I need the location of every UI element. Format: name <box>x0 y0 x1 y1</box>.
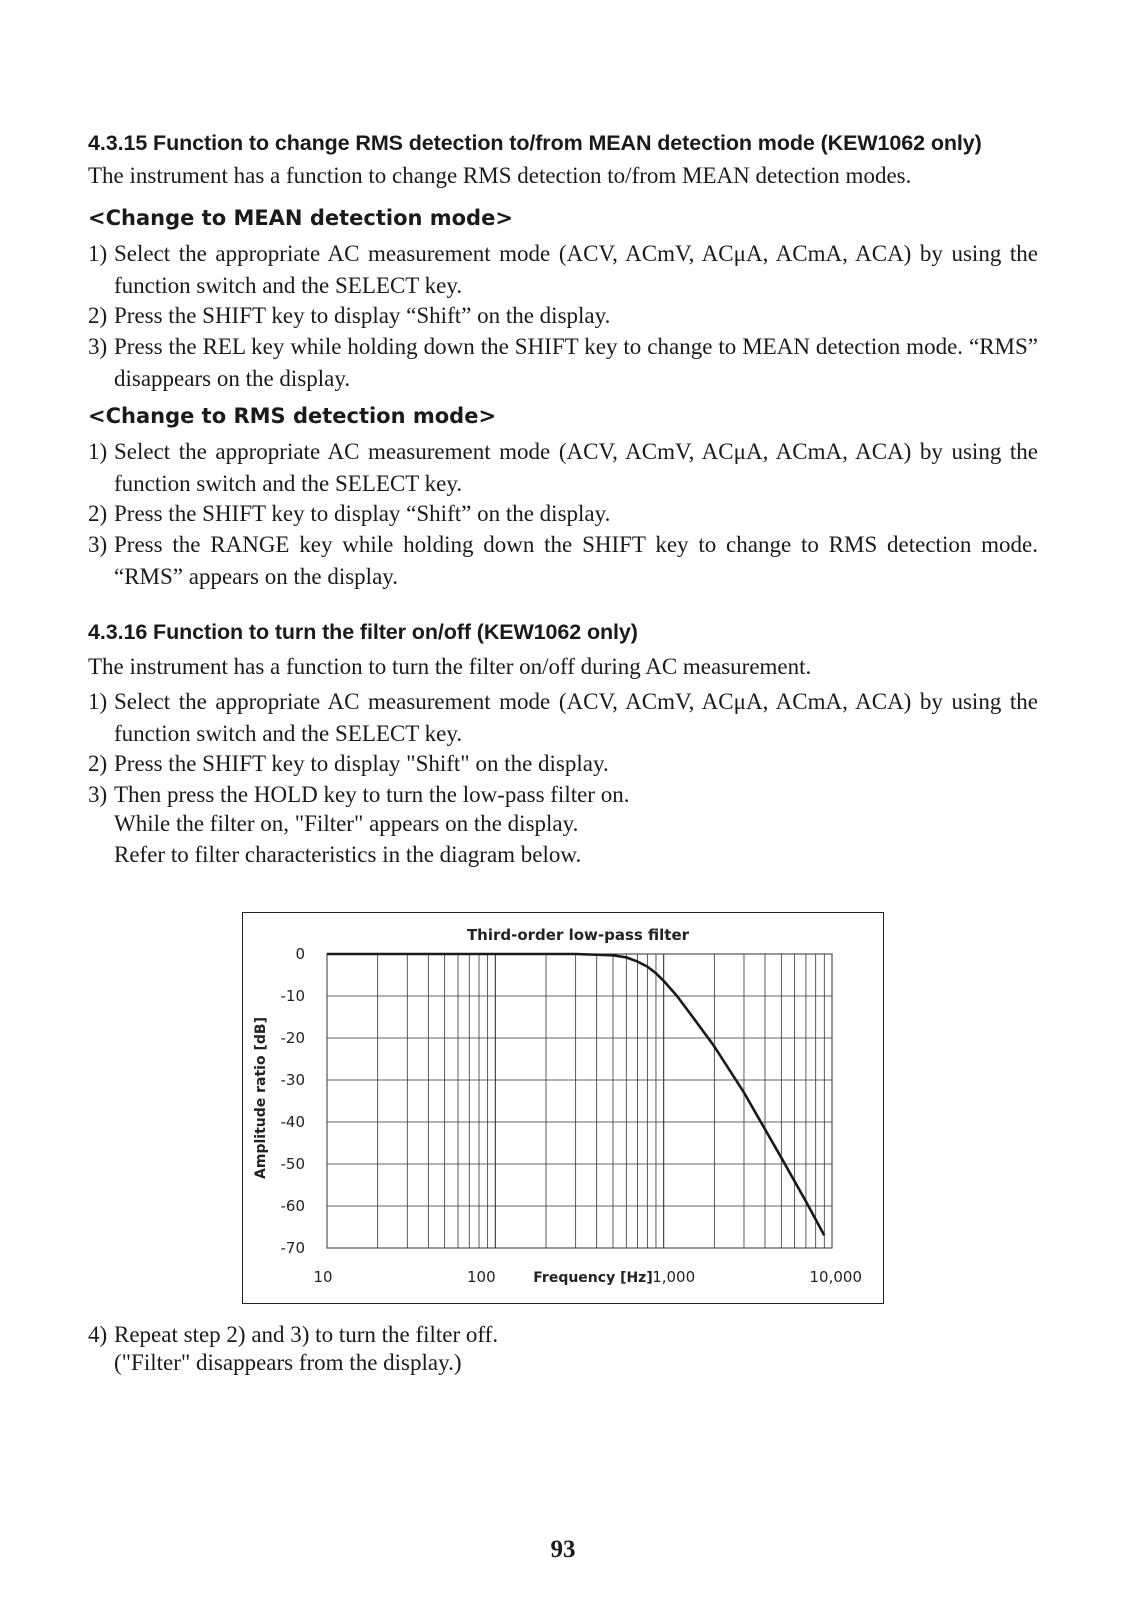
step-text: Press the SHIFT key to display “Shift” on the display. <box>114 501 611 526</box>
step-text: Press the RANGE key while holding down the SHIFT key to change to RMS detection mode. “RMS” appears on the display. <box>114 532 1038 589</box>
step-number: 2) <box>88 303 108 328</box>
filter-step-2 <box>88 748 1038 780</box>
x-axis-label: Frequency [Hz] <box>533 1270 653 1286</box>
mean-step-3 <box>88 331 1038 394</box>
step-number: 2) <box>88 501 108 526</box>
y-tick-label: -50 <box>280 1155 305 1173</box>
step-number: 2) <box>88 751 108 776</box>
page-number: 93 <box>550 1536 576 1563</box>
filter-step-4 <box>88 1319 1038 1351</box>
section-intro-4-3-16: The instrument has a function to turn the filter on/off during AC measurement. <box>88 654 812 679</box>
rms-step-1 <box>88 436 1038 499</box>
step-number: 4) <box>88 1322 108 1347</box>
y-tick-label: -60 <box>280 1197 305 1215</box>
rms-mode-heading: <Change to RMS detection mode> <box>88 404 497 428</box>
filter-step-3 <box>88 779 1038 811</box>
step-text: Press the SHIFT key to display "Shift" on the display. <box>114 751 609 776</box>
rms-step-3 <box>88 529 1038 592</box>
y-tick-label: -70 <box>280 1239 305 1257</box>
y-tick-label: 0 <box>295 945 305 963</box>
filter-step-4-line-2: ("Filter" disappears from the display.) <box>114 1350 462 1375</box>
chart-grid <box>327 954 832 1248</box>
step-text: Then press the HOLD key to turn the low-pass filter on. <box>114 782 630 807</box>
chart-title: Third-order low-pass filter <box>466 926 690 944</box>
section-heading-4-3-16: 4.3.16 Function to turn the filter on/off (KEW1062 only) <box>88 620 638 644</box>
step-number: 1) <box>88 439 108 464</box>
section-intro-4-3-15: The instrument has a function to change RMS detection to/from MEAN detection modes. <box>88 163 912 188</box>
step-number: 3) <box>88 532 108 557</box>
x-tick-label: 100 <box>467 1268 496 1286</box>
filter-characteristics-chart <box>242 912 884 1304</box>
x-tick-label: 1,000 <box>652 1268 696 1286</box>
y-tick-label: -30 <box>280 1071 305 1089</box>
filter-step-3-line-2: While the filter on, "Filter" appears on the display. <box>114 811 579 836</box>
step-text: Press the REL key while holding down the SHIFT key to change to MEAN detection mode. “RMS” disappears on the display. <box>114 334 1038 391</box>
step-number: 1) <box>88 241 108 266</box>
x-tick-label: 10,000 <box>809 1268 862 1286</box>
section-heading-4-3-15: 4.3.15 Function to change RMS detection to/from MEAN detection mode (KEW1062 only) <box>88 131 982 155</box>
filter-step-1 <box>88 686 1038 749</box>
step-text: Press the SHIFT key to display “Shift” on the display. <box>114 303 611 328</box>
x-tick-label: 10 <box>313 1268 333 1286</box>
plot-area-frame <box>327 954 832 1248</box>
y-tick-label: -20 <box>280 1029 305 1047</box>
rms-step-2 <box>88 498 1038 530</box>
step-text: Repeat step 2) and 3) to turn the filter off. <box>114 1322 499 1347</box>
step-number: 3) <box>88 334 108 359</box>
step-number: 1) <box>88 689 108 714</box>
y-tick-label: -40 <box>280 1113 305 1131</box>
filter-step-3-line-3: Refer to filter characteristics in the diagram below. <box>114 842 582 867</box>
step-text: Select the appropriate AC measurement mode (ACV, ACmV, ACμA, ACmA, ACA) by using the function switch and the SELECT key. <box>114 241 1038 298</box>
y-axis-label: Amplitude ratio [dB] <box>253 1017 269 1179</box>
step-text: Select the appropriate AC measurement mode (ACV, ACmV, ACμA, ACmA, ACA) by using the function switch and the SELECT key. <box>114 439 1038 496</box>
step-text: Select the appropriate AC measurement mode (ACV, ACmV, ACμA, ACmA, ACA) by using the function switch and the SELECT key. <box>114 689 1038 746</box>
mean-step-2 <box>88 300 1038 332</box>
y-tick-label: -10 <box>280 987 305 1005</box>
chart-canvas <box>243 913 883 1303</box>
mean-step-1 <box>88 238 1038 301</box>
step-number: 3) <box>88 782 108 807</box>
mean-mode-heading: <Change to MEAN detection mode> <box>88 206 513 230</box>
